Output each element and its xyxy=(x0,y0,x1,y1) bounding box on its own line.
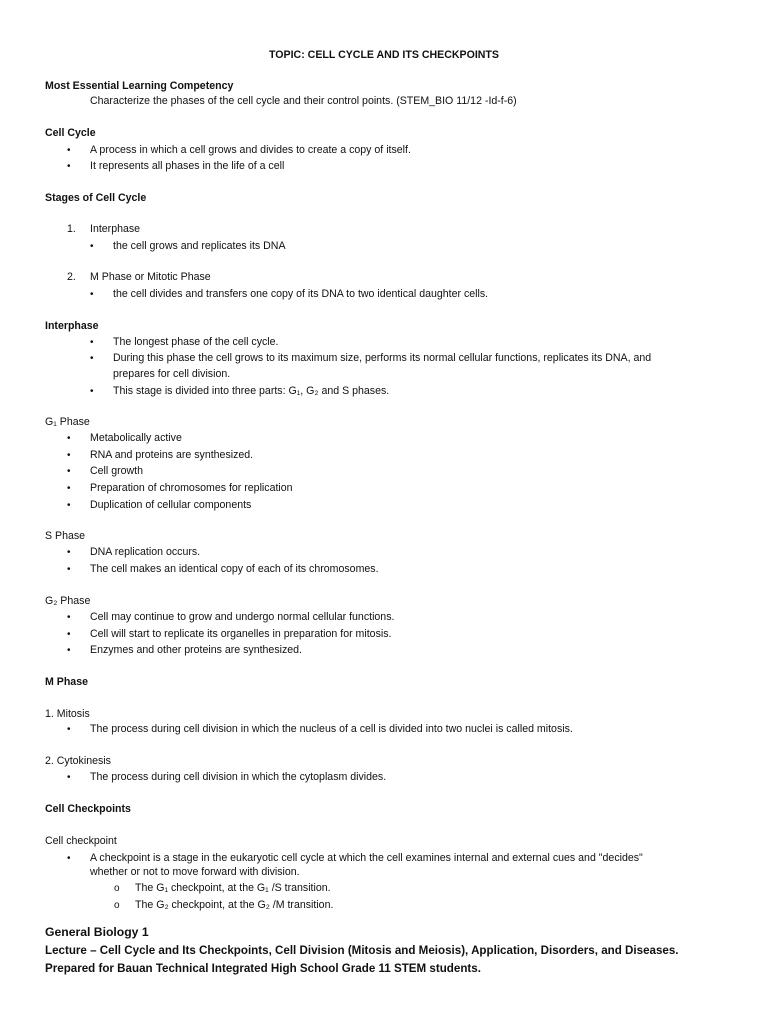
bullet-icon: • xyxy=(90,241,94,252)
g1-heading: G₁ Phase xyxy=(45,416,90,428)
mitosis-label: 1. Mitosis xyxy=(45,708,90,720)
checkpoint-text-continuation: whether or not to move forward with division. xyxy=(90,866,300,878)
stage-number: 2. xyxy=(67,271,76,283)
bullet-icon: • xyxy=(67,466,71,477)
stage-label: Interphase xyxy=(90,223,141,235)
checkpoint-subheading: Cell checkpoint xyxy=(45,835,117,847)
bullet-icon: • xyxy=(90,353,94,364)
g2-heading: G₂ Phase xyxy=(45,595,91,607)
bullet-icon: • xyxy=(90,386,94,397)
interphase-heading: Interphase xyxy=(45,320,99,332)
bullet-icon: • xyxy=(67,483,71,494)
s-bullet: The cell makes an identical copy of each of its chromosomes. xyxy=(90,563,379,575)
g2-bullet: Cell will start to replicate its organelles in preparation for mitosis. xyxy=(90,628,392,640)
competency-text: Characterize the phases of the cell cycle and their control points. (STEM_BIO 11/12 -Id-f-6) xyxy=(90,95,517,107)
topic-title: TOPIC: CELL CYCLE AND ITS CHECKPOINTS xyxy=(269,49,499,61)
mitosis-text: The process during cell division in which the nucleus of a cell is divided into two nuclei is called mitosis. xyxy=(90,723,573,735)
g1-bullet: RNA and proteins are synthesized. xyxy=(90,449,254,461)
cytokinesis-label: 2. Cytokinesis xyxy=(45,755,111,767)
bullet-icon: • xyxy=(67,629,71,640)
g1-bullet: Cell growth xyxy=(90,465,143,477)
checkpoint-sub-item: The G₁ checkpoint, at the G₁ /S transition. xyxy=(135,882,331,894)
stage-label: M Phase or Mitotic Phase xyxy=(90,271,211,283)
interphase-bullet: During this phase the cell grows to its maximum size, performs its normal cellular functions, replicates its DNA, and xyxy=(113,352,652,364)
s-heading: S Phase xyxy=(45,530,86,542)
bullet-icon: • xyxy=(67,547,71,558)
stage-sub: the cell divides and transfers one copy of its DNA to two identical daughter cells. xyxy=(113,288,489,300)
cell-cycle-bullet: It represents all phases in the life of a cell xyxy=(90,160,285,172)
bullet-icon: • xyxy=(67,612,71,623)
bullet-icon: • xyxy=(67,853,71,864)
bullet-icon: • xyxy=(67,161,71,172)
stage-sub: the cell grows and replicates its DNA xyxy=(113,240,286,252)
bullet-icon: • xyxy=(67,772,71,783)
cell-cycle-heading: Cell Cycle xyxy=(45,127,96,139)
checkpoint-sub-item: The G₂ checkpoint, at the G₂ /M transition. xyxy=(135,899,334,911)
stages-heading: Stages of Cell Cycle xyxy=(45,192,147,204)
interphase-bullet: This stage is divided into three parts: G₁, G₂ and S phases. xyxy=(113,385,390,397)
bullet-icon: • xyxy=(90,337,94,348)
stage-number: 1. xyxy=(67,223,76,235)
g2-bullet: Cell may continue to grow and undergo normal cellular functions. xyxy=(90,611,395,623)
bullet-icon: • xyxy=(67,500,71,511)
bullet-icon: • xyxy=(67,145,71,156)
s-bullet: DNA replication occurs. xyxy=(90,546,201,558)
circle-bullet-icon: o xyxy=(114,900,120,911)
cytokinesis-text: The process during cell division in which the cytoplasm divides. xyxy=(90,771,387,783)
bullet-icon: • xyxy=(90,289,94,300)
cell-cycle-bullet: A process in which a cell grows and divides to create a copy of itself. xyxy=(90,144,411,156)
g1-bullet: Duplication of cellular components xyxy=(90,499,252,511)
checkpoints-heading: Cell Checkpoints xyxy=(45,803,131,815)
bullet-icon: • xyxy=(67,645,71,656)
bullet-icon: • xyxy=(67,433,71,444)
bullet-icon: • xyxy=(67,724,71,735)
g1-bullet: Preparation of chromosomes for replication xyxy=(90,482,293,494)
g2-bullet: Enzymes and other proteins are synthesized. xyxy=(90,644,302,656)
bullet-icon: • xyxy=(67,564,71,575)
footer-prepared-for: Prepared for Bauan Technical Integrated High School Grade 11 STEM students. xyxy=(45,962,481,975)
footer-lecture-title: Lecture – Cell Cycle and Its Checkpoints, Cell Division (Mitosis and Meiosis), Application, Disorders, and Diseases. xyxy=(45,944,679,957)
m-phase-heading: M Phase xyxy=(45,676,88,688)
circle-bullet-icon: o xyxy=(114,883,120,894)
bullet-icon: • xyxy=(67,450,71,461)
checkpoint-text: A checkpoint is a stage in the eukaryotic cell cycle at which the cell examines internal and external cues and "decides" xyxy=(90,852,643,864)
competency-heading: Most Essential Learning Competency xyxy=(45,80,234,92)
g1-bullet: Metabolically active xyxy=(90,432,182,444)
interphase-bullet: The longest phase of the cell cycle. xyxy=(113,336,279,348)
footer-course-title: General Biology 1 xyxy=(45,925,149,939)
interphase-bullet-continuation: prepares for cell division. xyxy=(113,368,231,380)
